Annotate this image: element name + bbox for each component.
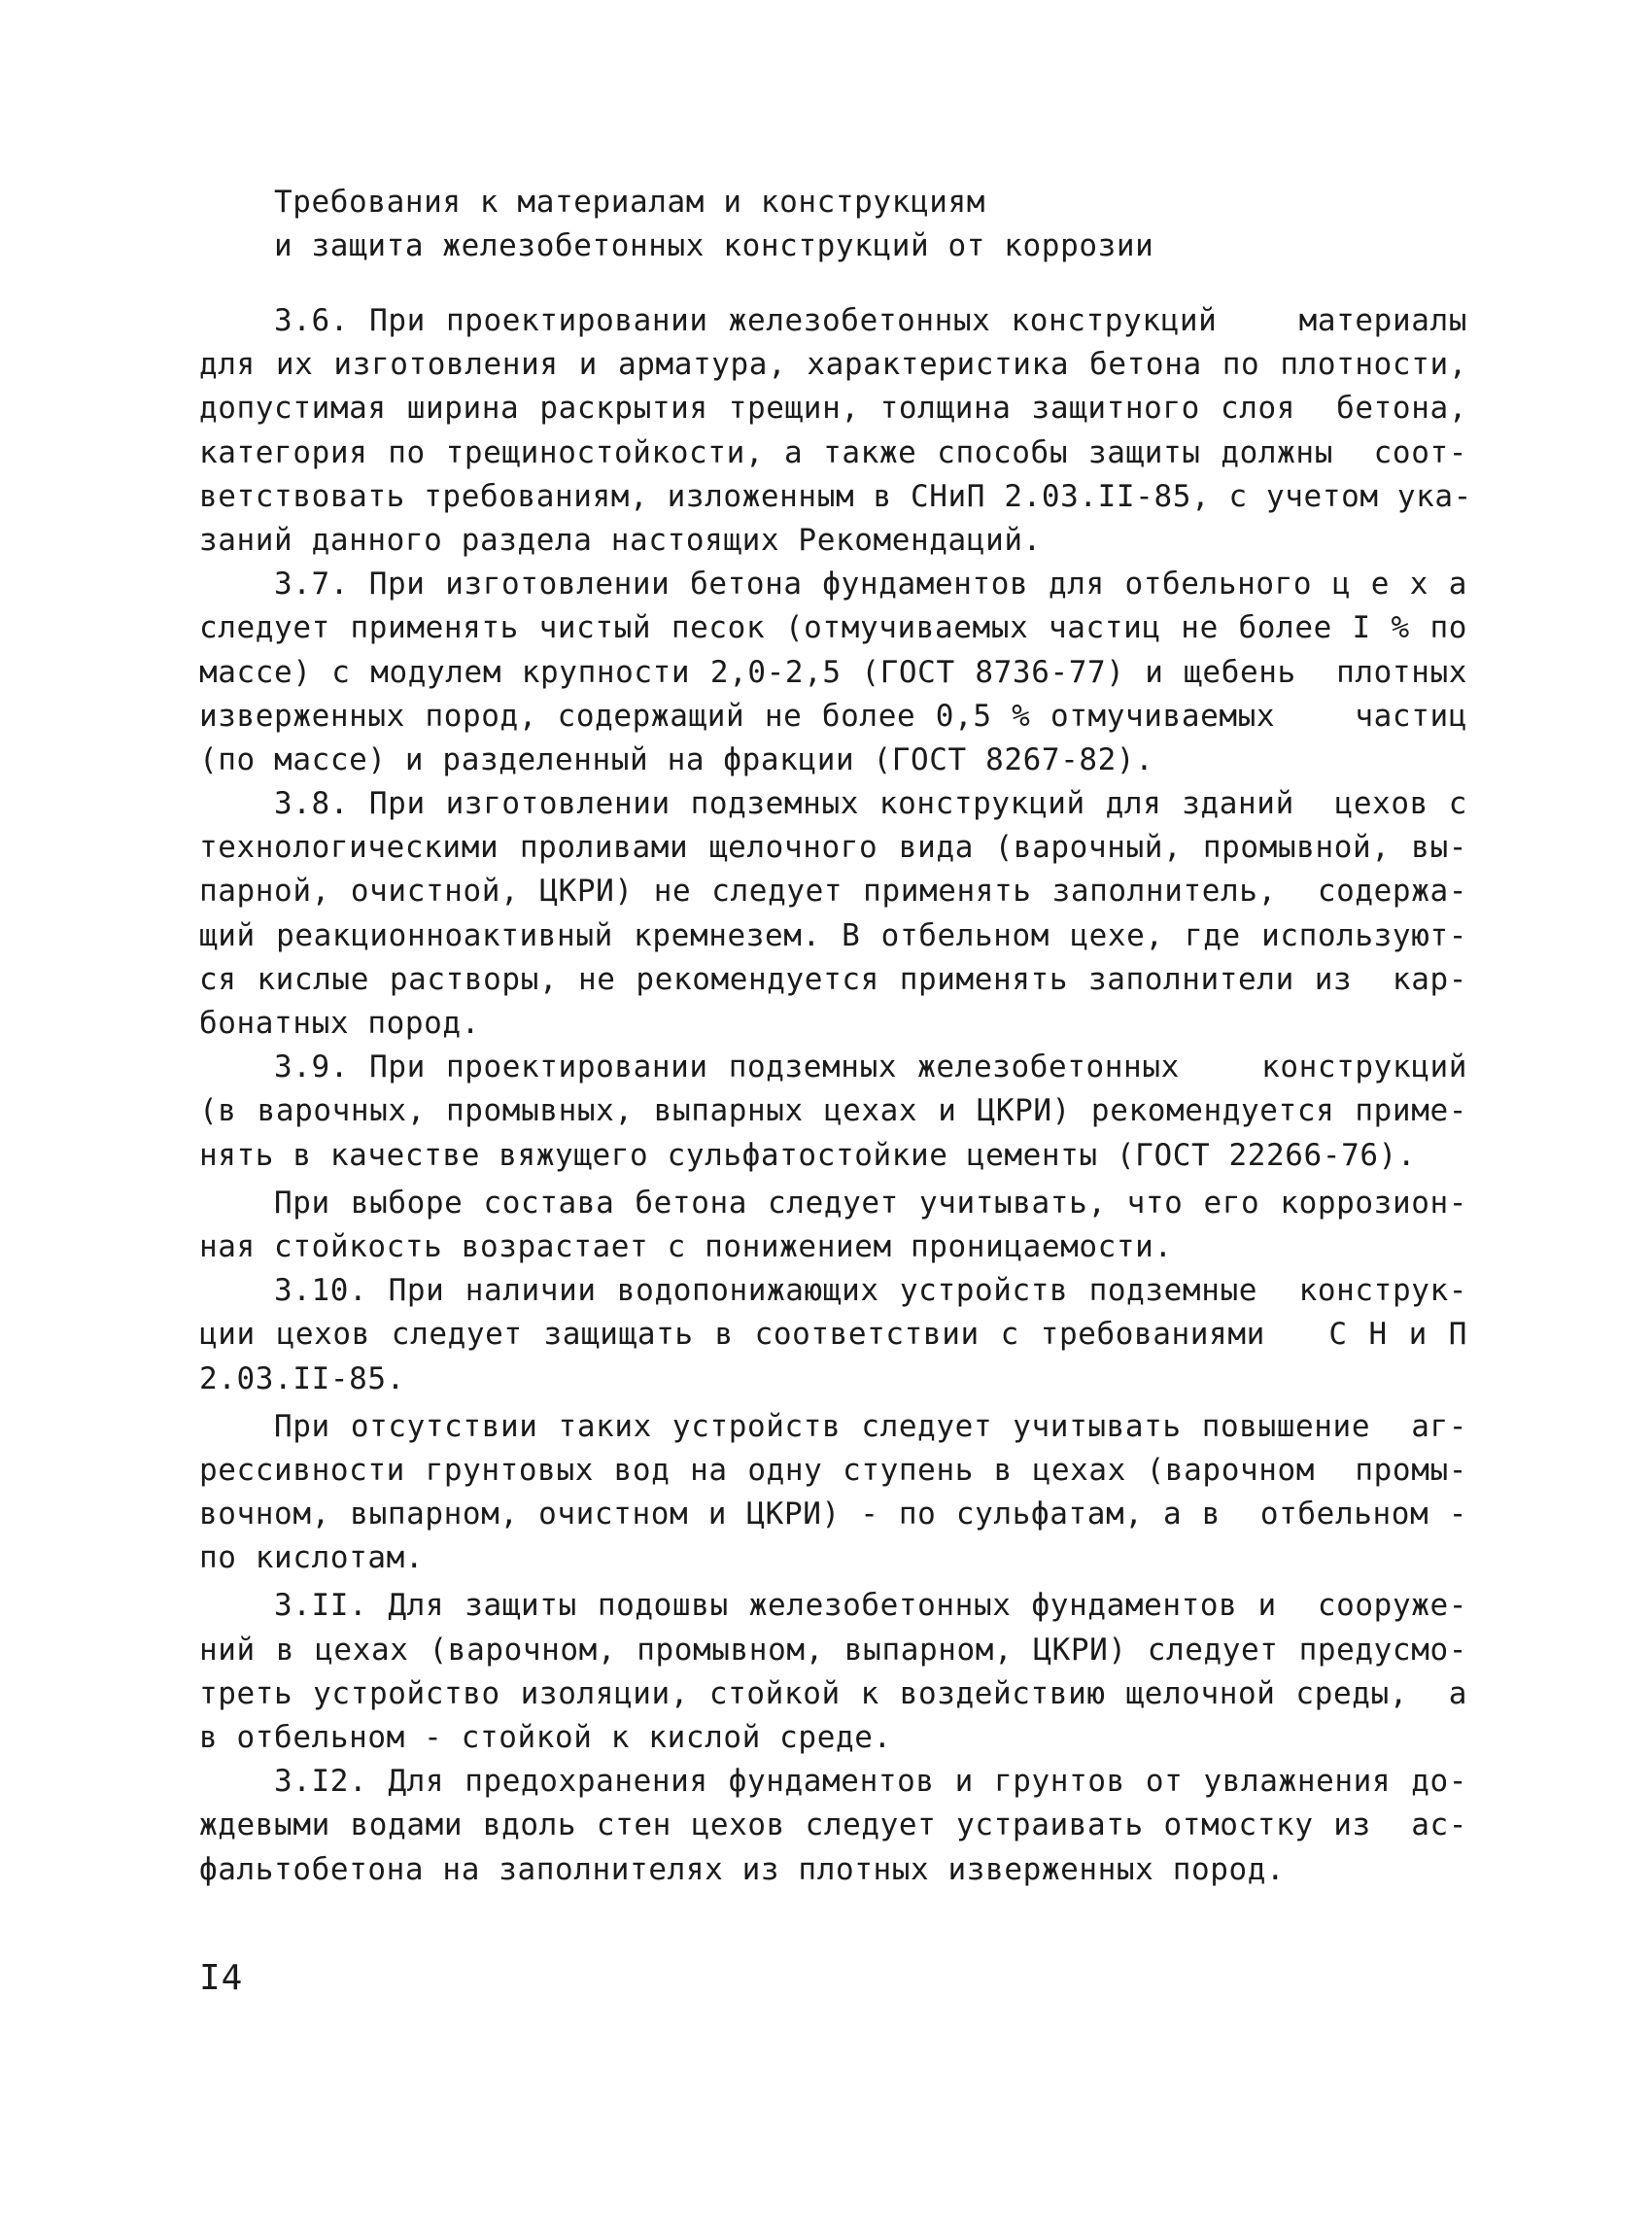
text-line: 3.7. При изготовлении бетона фундаментов для отбельного ц е х а — [274, 567, 1467, 602]
text-line: При выборе состава бетона следует учитывать, что его коррозион- — [274, 1185, 1467, 1221]
text-line: 3.I2. Для предохранения фундаментов и грунтов от увлажнения до- — [274, 1764, 1467, 1800]
text-line: треть устройство изоляции, стойкой к воздействию щелочной среды, а — [199, 1675, 1467, 1711]
body-text — [199, 299, 1472, 1892]
text-line: ции цехов следует защищать в соответствии с требованиями С Н и П — [199, 1317, 1467, 1353]
text-line: 3.10. При наличии водопонижающих устройств подземные конструк- — [274, 1273, 1467, 1309]
text-line: ний в цехах (варочном, промывном, выпарном, ЦКРИ) следует предусмо- — [199, 1632, 1467, 1668]
text-line: 3.9. При проектировании подземных железобетонных конструкций — [274, 1050, 1467, 1085]
text-line: массе) с модулем крупности 2,0-2,5 (ГОСТ 8736-77) и щебень плотных — [199, 654, 1467, 690]
text-line: следует применять чистый песок (отмучиваемых частиц не более I % по — [199, 610, 1467, 646]
text-line: ждевыми водами вдоль стен цехов следует устраивать отмостку из ас- — [199, 1807, 1467, 1843]
text-line: нять в качестве вяжущего сульфатостойкие цементы (ГОСТ 22266-76). — [199, 1137, 1417, 1173]
text-line: по кислотам. — [199, 1540, 425, 1576]
text-line: фальтобетона на заполнителях из плотных изверженных пород. — [199, 1851, 1286, 1887]
text-line: ветствовать требованиям, изложенным в СНиП 2.03.II-85, с учетом ука- — [199, 478, 1472, 514]
text-line: бонатных пород. — [199, 1006, 480, 1041]
section-heading-line-1: Требования к материалам и конструкциям — [274, 185, 986, 220]
text-line: ная стойкость возрастает с понижением проницаемости. — [199, 1228, 1173, 1264]
text-line: 3.8. При изготовлении подземных конструкций для зданий цехов с — [274, 786, 1467, 822]
text-line: в отбельном - стойкой к кислой среде. — [199, 1720, 892, 1755]
paragraph-3-9 — [199, 1046, 1467, 1178]
text-line: 3.II. Для защиты подошвы железобетонных фундаментов и сооруже- — [274, 1588, 1467, 1624]
text-line: изверженных пород, содержащий не более 0,5 % отмучиваемых частиц — [199, 698, 1467, 734]
text-line: щий реакционноактивный кремнезем. В отбельном цехе, где используют- — [199, 917, 1467, 953]
text-line: для их изготовления и арматура, характеристика бетона по плотности, — [199, 347, 1467, 383]
section-heading-line-2: и защита железобетонных конструкций от коррозии — [274, 228, 1154, 263]
section-heading — [274, 181, 1440, 268]
paragraph-3-8 — [199, 782, 1467, 1046]
text-line: рессивности грунтовых вод на одну ступень в цехах (варочном промы- — [199, 1452, 1467, 1488]
page-number: I4 — [199, 1958, 244, 1998]
paragraph-3-11 — [199, 1584, 1467, 1760]
text-line: вочном, выпарном, очистном и ЦКРИ) - по сульфатам, а в отбельном - — [199, 1497, 1467, 1532]
paragraph-no-dewatering — [199, 1405, 1467, 1581]
text-line: 2.03.II-85. — [199, 1360, 405, 1396]
paragraph-3-12 — [199, 1760, 1467, 1892]
text-line: (в варочных, промывных, выпарных цехах и ЦКРИ) рекомендуется приме- — [199, 1093, 1467, 1129]
text-line: технологическими проливами щелочного вида (варочный, промывной, вы- — [199, 830, 1467, 866]
paragraph-3-7 — [199, 563, 1467, 782]
text-line: категория по трещиностойкости, а также способы защиты должны соот- — [199, 434, 1467, 470]
paragraph-concrete-composition — [199, 1182, 1467, 1269]
text-line: допустимая ширина раскрытия трещин, толщина защитного слоя бетона, — [199, 391, 1467, 427]
text-line: ся кислые растворы, не рекомендуется применять заполнители из кар- — [199, 961, 1467, 997]
text-line: 3.6. При проектировании железобетонных конструкций материалы — [274, 303, 1467, 338]
text-line: заний данного раздела настоящих Рекомендаций. — [199, 522, 1042, 558]
text-line: При отсутствии таких устройств следует учитывать повышение аг- — [274, 1408, 1467, 1444]
text-line: (по массе) и разделенный на фракции (ГОСТ 8267-82). — [199, 741, 1154, 777]
text-line: парной, очистной, ЦКРИ) не следует применять заполнитель, содержа- — [199, 874, 1467, 910]
paragraph-3-10 — [199, 1269, 1467, 1401]
paragraph-3-6 — [199, 299, 1472, 563]
